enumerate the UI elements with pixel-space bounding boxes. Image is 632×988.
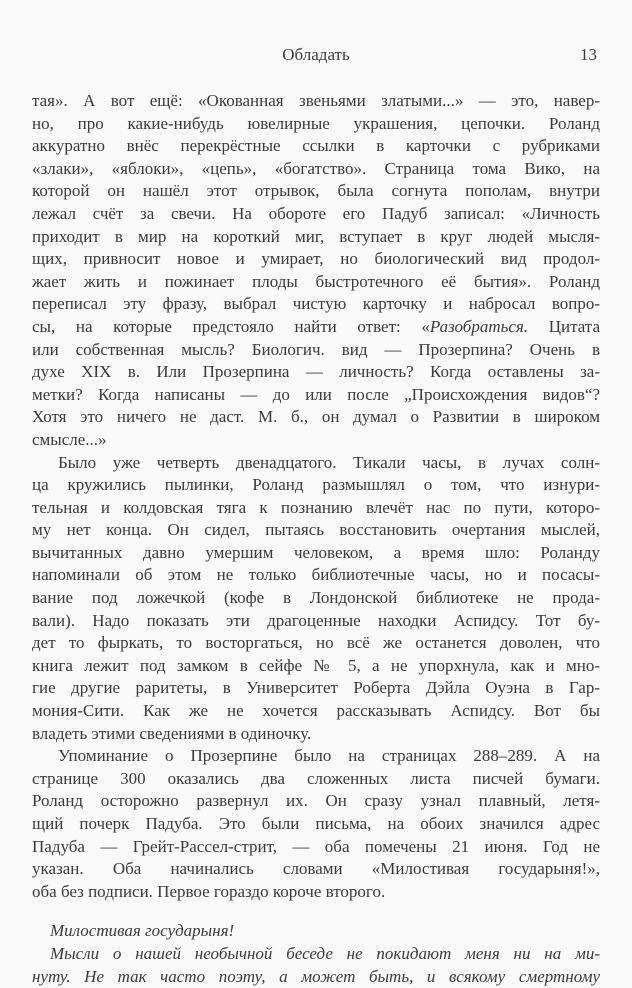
text-segment: щий почерк Падуба. Это были письма, на обоих значился адрес [32,814,600,833]
page-body [32,90,600,988]
text-segment: или собственная мысль? Биологич. вид — Прозерпина? Очень в [32,339,600,359]
letter-paragraph [32,920,600,943]
text-line [32,745,600,768]
text-segment: метки? Когда написаны — до или после „Происхождения видов“? [32,384,600,404]
text-line [32,881,600,904]
emphasized-text: Разобраться. [429,316,529,336]
text-segment: переписал эту фразу, выбрал чистую карточку и набросал вопро- [32,294,600,314]
text-segment: Роланд осторожно развернул их. Он сразу узнал плавный, летя- [32,791,600,811]
text-segment: Милостивая государыня! [50,921,235,941]
text-line [32,632,600,655]
running-title: Обладать [282,45,350,64]
text-line [32,497,600,520]
text-segment: му нет конца. Он сидел, пытаясь восстановить очертания мыслей, [32,520,600,540]
text-line [32,858,600,881]
text-line [32,836,600,859]
text-line [32,610,600,633]
text-segment: вычитанных давно умершим человеком, а время шло: Роланду [32,542,600,562]
text-line [32,113,600,136]
text-line [32,564,600,587]
text-line [32,677,600,700]
text-line [32,587,600,610]
text-segment: Хотя это ничего не даст. М. б., он думал о Развитии в широком [32,407,600,427]
text-line [32,943,600,966]
text-line [32,339,600,362]
text-segment: но, про какие-нибудь ювелирные украшения, цепочки. Роланд [32,113,600,133]
text-line [32,700,600,723]
text-segment: ца кружились пылинки, Роланд размышлял о том, что изнури- [32,475,600,495]
text-line [32,790,600,813]
text-segment: тельная и колдовская тяга к познанию влечёт нас по пути, которо- [32,497,600,517]
text-line [32,316,600,339]
text-line [32,966,600,988]
text-line [32,406,600,429]
paragraph [32,452,600,746]
text-segment: гие другие раритеты, в Университет Роберта Дэйла Оуэна в Гар- [32,678,600,698]
text-line [32,474,600,497]
text-segment: вание под ложечкой (кофе в Лондонской библиотеке не прода- [32,588,600,608]
text-line [32,90,600,113]
text-segment: духе XIX в. Или Прозерпина — личность? Когда оставлены за- [32,362,600,382]
text-line [32,180,600,203]
running-header [32,45,600,65]
text-segment: жает жить и пожинает плоды быстротечного её бытия». Роланд [32,271,600,291]
text-segment: владеть этими сведениями в одиночку. [32,723,312,743]
text-line [32,768,600,791]
text-line [32,135,600,158]
text-segment: приходит в мир на короткий миг, вступает в круг людей мысля- [32,226,600,246]
text-segment: оба без подписи. Первое гораздо короче второго. [32,881,386,901]
text-segment: тая». А вот ещё: «Окованная звеньями златыми...» — это, навер- [32,91,600,110]
text-segment: дет то фыркать, то восторгаться, но всё же останется доволен, что [32,633,600,653]
text-segment: смысле...» [32,429,107,449]
text-segment: Падуба — Грейт-Рассел-стрит, — оба помечены 21 июня. Год не [32,836,600,856]
text-segment: аккуратно внёс перекрёстные ссылки в карточки с рубриками [32,136,600,156]
text-line [32,271,600,294]
text-line [32,813,600,836]
page-number: 13 [580,45,597,64]
text-segment: которой он нашёл этот отрывок, была согнута пополам, внутри [32,181,600,201]
text-line [32,361,600,384]
text-line [32,723,600,746]
text-segment: Было уже четверть двенадцатого. Тикали часы, в лучах солн- [58,452,600,472]
text-line [32,655,600,678]
text-segment: щих, привносит новое и умирает, но биологический вид продол- [32,249,600,269]
text-line [32,158,600,181]
text-segment: напоминали об этом не только библиотечные часы, но и посасы- [32,565,600,585]
text-segment: лежал счёт за свечи. На обороте его Падуб записал: «Личность [32,203,600,223]
paragraph [32,745,600,903]
text-line [32,429,600,452]
text-line [32,519,600,542]
text-segment: мония-Сити. Как же не хочется рассказывать Аспидсу. Вот бы [32,701,600,721]
text-segment: «злаки», «яблоки», «цепь», «богатство». Страница тома Вико, на [32,158,600,178]
text-line [32,248,600,271]
text-segment: указан. Оба начинались словами «Милостивая государыня!», [32,859,600,879]
text-line [32,203,600,226]
paragraph [32,90,600,452]
text-segment: нуту. Не так часто поэту, а может быть, и всякому смертному [32,966,600,986]
text-segment: Упоминание о Прозерпине было на страницах 288–289. А на [58,746,600,766]
text-segment: странице 300 оказались два сложенных листа писчей бумаги. [32,768,600,788]
text-line [32,920,600,943]
text-segment: сы, на которые предстояло найти ответ: « [32,316,430,336]
text-line [32,452,600,475]
text-segment: книга лежит под замком в сейфе № 5, а не упорхнула, как и мно- [32,655,600,675]
text-segment: вали). Надо показать эти драгоценные находки Аспидсу. Тот бу- [32,610,600,630]
text-segment: Мысли о нашей необычной беседе не покидают меня ни на ми- [50,943,600,963]
text-segment: Цитата [528,316,600,336]
letter-paragraph [32,943,600,988]
text-line [32,384,600,407]
text-line [32,226,600,249]
text-line [32,542,600,565]
text-line [32,293,600,316]
